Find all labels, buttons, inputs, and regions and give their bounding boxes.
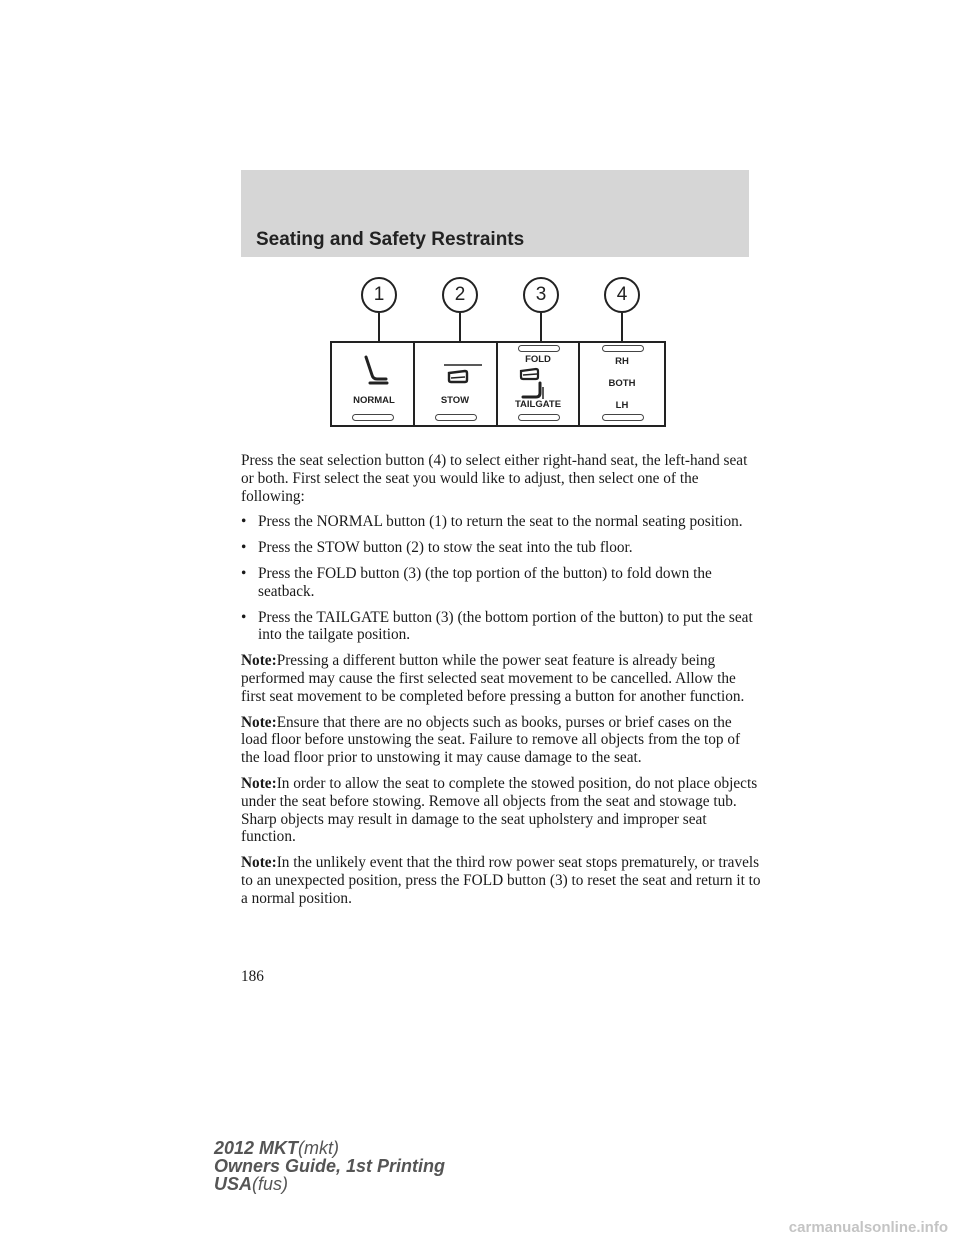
bullet-text: Press the FOLD button (3) (the top portion of the button) to fold down the seatback. — [258, 564, 712, 600]
stow-label: STOW — [440, 395, 470, 406]
normal-button[interactable] — [332, 343, 413, 425]
callout-line-2 — [459, 313, 461, 341]
normal-label: NORMAL — [353, 395, 395, 406]
bullet-mark: • — [241, 564, 247, 582]
callout-line-3 — [540, 313, 542, 341]
rh-label: RH — [615, 356, 629, 367]
note-paragraph — [241, 714, 761, 767]
intro-paragraph: Press the seat selection button (4) to select either right-hand seat, the left-hand seat or both. First select the seat you would like to adjust, then select one of the following: — [241, 452, 748, 505]
bullet-text: Press the NORMAL button (1) to return the seat to the normal seating position. — [258, 513, 743, 531]
note-label: Note: — [241, 713, 277, 731]
rh-indicator — [602, 345, 644, 352]
note-text: In order to allow the seat to complete the stowed position, do not place objects under the seat before stowing. Remove all objects from the seat and stowage tub. Sharp objects may result in damage to the seat upholstery and improper seat function. — [241, 774, 758, 846]
list-item — [241, 565, 761, 601]
callout-4: 4 — [604, 277, 640, 313]
callout-line-1 — [378, 313, 380, 341]
bullet-text: Press the TAILGATE button (3) (the bottom portion of the button) to put the seat into the tailgate position. — [258, 608, 753, 644]
watermark: carmanualsonline.info — [788, 1219, 948, 1236]
bullet-text: Press the STOW button (2) to stow the seat into the tub floor. — [258, 539, 633, 557]
footer-model: 2012 MKT — [214, 1138, 299, 1158]
seat-stowed-icon — [443, 363, 483, 387]
footer-market-code: (fus) — [252, 1174, 289, 1194]
both-label: BOTH — [608, 378, 636, 389]
note-label: Note: — [241, 652, 277, 670]
page-number: 186 — [241, 968, 264, 985]
note-paragraph — [241, 775, 761, 846]
seat-upright-icon — [360, 355, 390, 389]
footer-model-code: (mkt) — [298, 1138, 340, 1158]
note-label: Note: — [241, 854, 277, 872]
footer-market: USA — [214, 1174, 253, 1194]
normal-indicator — [352, 414, 394, 421]
fold-tailgate-button[interactable] — [498, 343, 578, 425]
bullet-mark: • — [241, 608, 247, 626]
bullet-mark: • — [241, 513, 247, 531]
lh-indicator — [602, 414, 644, 421]
list-item — [241, 609, 761, 645]
note-text: Pressing a different button while the power seat feature is already being performed may cause the first selected seat movement to be cancelled. Allow the first seat movement to be completed before pressing a button for another function. — [241, 652, 745, 705]
note-label: Note: — [241, 774, 277, 792]
bullet-mark: • — [241, 539, 247, 557]
body-text — [241, 452, 761, 916]
lh-label: LH — [615, 400, 629, 411]
note-paragraph — [241, 854, 761, 907]
fold-label[interactable]: FOLD — [525, 354, 551, 365]
callout-1: 1 — [361, 277, 397, 313]
note-paragraph — [241, 652, 761, 705]
seat-selection-button[interactable] — [580, 343, 664, 425]
callout-2: 2 — [442, 277, 478, 313]
footer-printing: Owners Guide, 1st Printing — [214, 1156, 446, 1176]
stow-button[interactable] — [415, 343, 496, 425]
fold-indicator — [518, 345, 560, 352]
callout-3: 3 — [523, 277, 559, 313]
document-footer — [214, 1139, 445, 1193]
section-title: Seating and Safety Restraints — [256, 229, 525, 250]
stow-indicator — [435, 414, 477, 421]
seat-control-diagram — [330, 277, 670, 429]
list-item — [241, 539, 761, 557]
note-text: In the unlikely event that the third row power seat stops prematurely, or travels to an unexpected position, press the FOLD button (3) to reset the seat and return it to a normal position. — [241, 854, 761, 907]
note-text: Ensure that there are no objects such as books, purses or brief cases on the load floor before unstowing the seat. Failure to remove all objects from the top of the load floor prior to unstowing it may cause damage to the seat. — [241, 713, 741, 767]
tailgate-label[interactable]: TAILGATE — [514, 399, 562, 410]
callout-line-4 — [621, 313, 623, 341]
seat-control-panel — [330, 341, 666, 427]
tailgate-indicator — [518, 414, 560, 421]
list-item — [241, 513, 761, 531]
seat-tailgate-icon — [520, 381, 548, 401]
section-header-bar — [241, 170, 749, 257]
